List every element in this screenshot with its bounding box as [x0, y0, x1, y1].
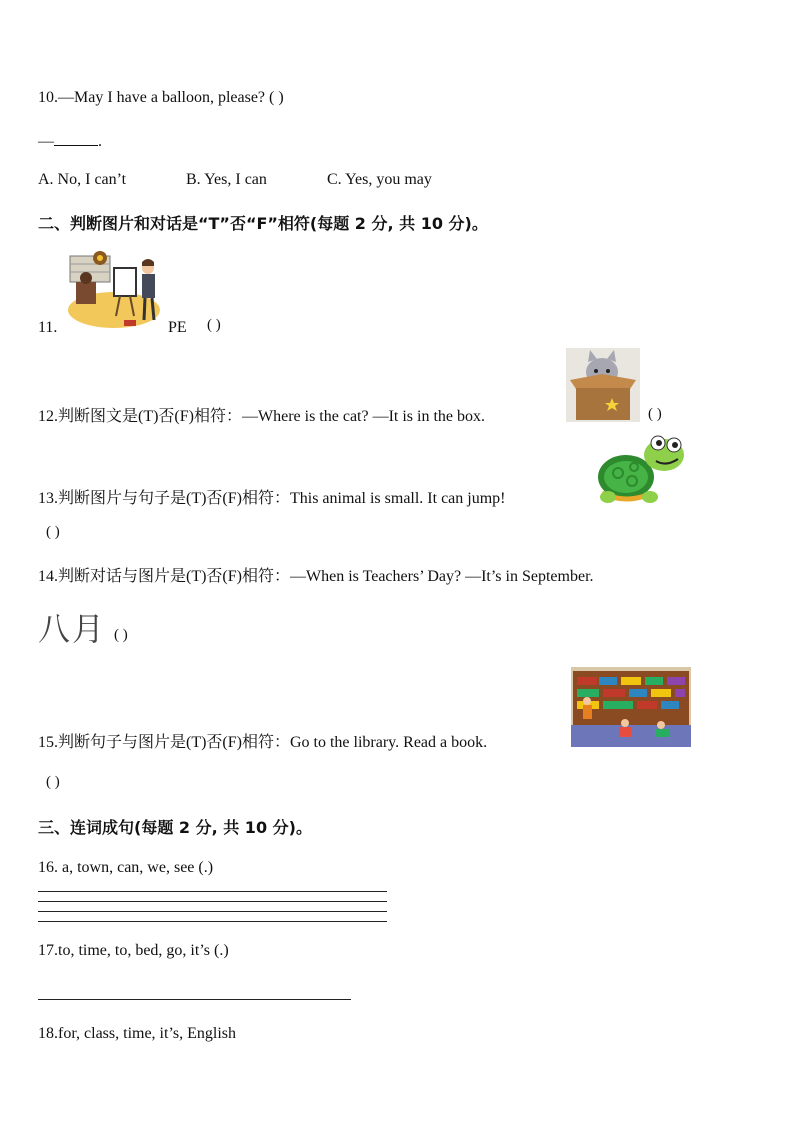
- august-picture: 八月: [38, 610, 107, 648]
- q17-answer-line[interactable]: [38, 999, 351, 1000]
- q15-text: 15.判断句子与图片是(T)否(F)相符：Go to the library. Read a book.: [38, 734, 488, 751]
- q16-text: 16. a, town, can, we, see (.): [38, 859, 214, 876]
- q14-answer-blank[interactable]: ( ): [114, 627, 128, 643]
- q13-text: 13.判断图片与句子是(T)否(F)相符：This animal is small. It can jump!: [38, 490, 506, 507]
- q10-option-b[interactable]: B. Yes, I can: [186, 171, 267, 188]
- q10-answer-blank[interactable]: [54, 131, 98, 146]
- library-picture: [571, 667, 691, 747]
- q16-writing-line-1[interactable]: [38, 891, 387, 892]
- section-3-heading: 三、连词成句(每题 2 分, 共 10 分)。: [38, 818, 312, 837]
- q10-answer-line: [38, 131, 102, 152]
- q12-text: 12.判断图文是(T)否(F)相符：—Where is the cat? —It is in the box.: [38, 408, 486, 425]
- q10-option-c[interactable]: C. Yes, you may: [327, 171, 432, 188]
- q11-text: PE: [168, 319, 187, 336]
- q13-answer-blank[interactable]: ( ): [46, 524, 60, 540]
- cat-in-box-picture: [566, 348, 640, 422]
- q16-writing-line-2[interactable]: [38, 901, 387, 902]
- q10-question: 10.—May I have a balloon, please? ( ): [38, 89, 284, 106]
- q16-writing-line-3[interactable]: [38, 911, 387, 912]
- q10-answer-dash: —: [38, 133, 54, 150]
- q14-text: 14.判断对话与图片是(T)否(F)相符：—When is Teachers’ Day? —It’s in September.: [38, 568, 594, 585]
- art-class-picture: [64, 248, 164, 334]
- q10-answer-end: .: [98, 133, 102, 150]
- q11-number: 11.: [38, 319, 58, 336]
- q12-answer-blank[interactable]: ( ): [648, 406, 662, 422]
- section-2-heading: 二、判断图片和对话是“T”否“F”相符(每题 2 分, 共 10 分)。: [38, 214, 488, 233]
- q15-answer-blank[interactable]: ( ): [46, 774, 60, 790]
- q16-writing-line-4[interactable]: [38, 921, 387, 922]
- q11-answer-blank[interactable]: ( ): [207, 317, 221, 333]
- q18-text: 18.for, class, time, it’s, English: [38, 1025, 237, 1042]
- q17-text: 17.to, time, to, bed, go, it’s (.): [38, 942, 229, 959]
- q10-option-a[interactable]: A. No, I can’t: [38, 171, 127, 188]
- turtle-picture: [596, 433, 688, 505]
